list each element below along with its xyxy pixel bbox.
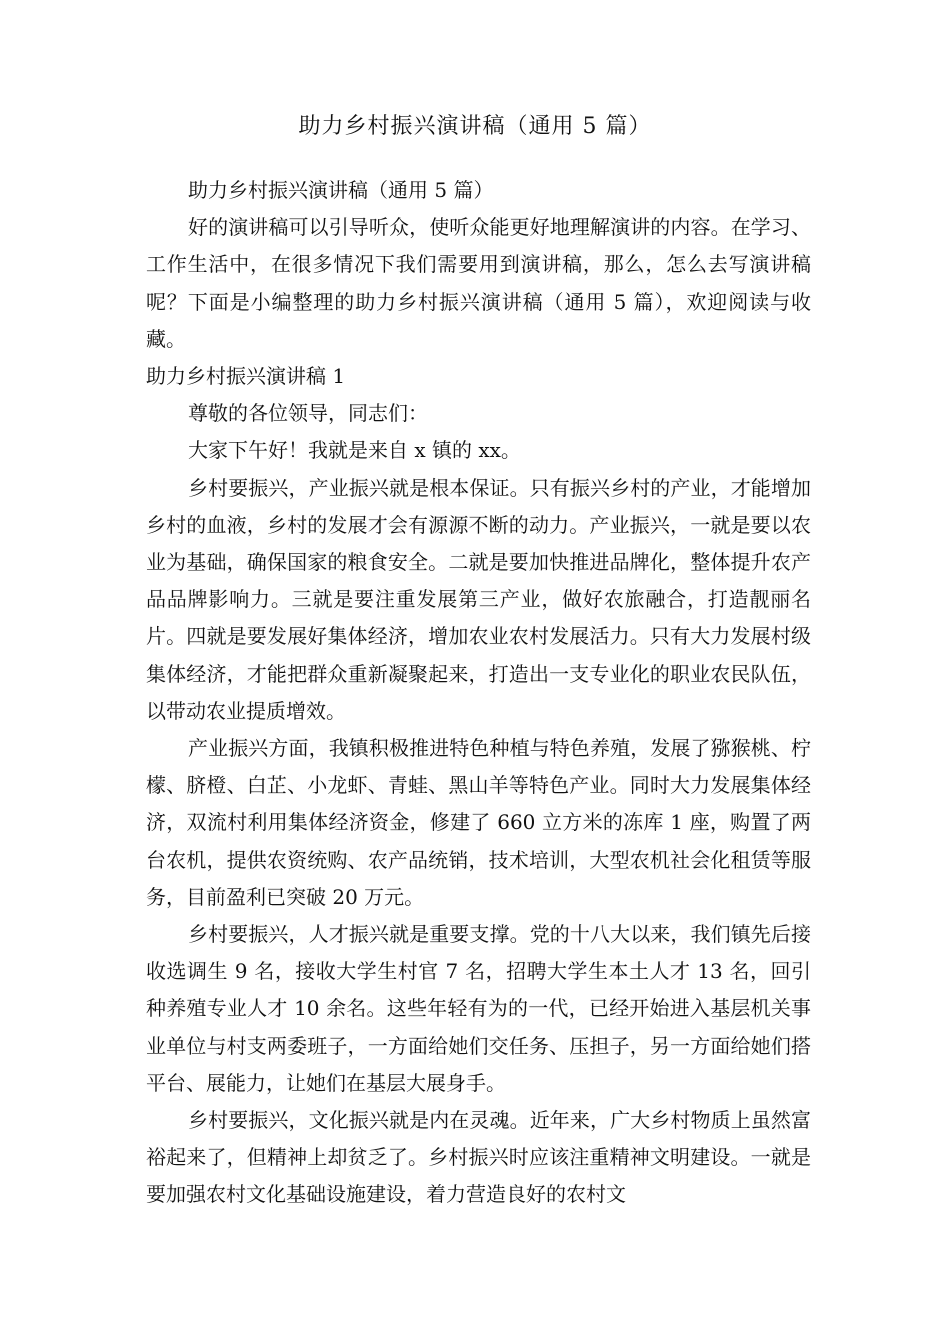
salutation-paragraph: 尊敬的各位领导，同志们： (188, 401, 428, 426)
document-title: 助力乡村振兴演讲稿（通用 5 篇） (298, 114, 652, 139)
body-paragraph: 乡村要振兴，文化振兴就是内在灵魂。近年来，广大乡村物质上虽然富裕起来了，但精神上却贫乏了。乡村振兴时应该注重精神文明建设。一就是要加强农村文化基础设施建设，着力营造良好的农村文 (146, 1108, 811, 1207)
subtitle-paragraph: 助力乡村振兴演讲稿（通用 5 篇） (188, 178, 494, 202)
body-paragraph: 乡村要振兴，人才振兴就是重要支撑。党的十八大以来，我们镇先后接收选调生 9 名，接收大学生村官 7 名，招聘大学生本土人才 13 名，回引种养殖专业人才 10 余名。这些年轻有为的一代，已经开始进入基层机关事业单位与村支两委班子，一方面给她们交任务、压担子，另一方面给她们搭平台、展能力，让她们在基层大展身手。 (146, 922, 811, 1095)
section-heading: 助力乡村振兴演讲稿 1 (146, 364, 346, 389)
body-paragraph: 产业振兴方面，我镇积极推进特色种植与特色养殖，发展了猕猴桃、柠檬、脐橙、白芷、小龙虾、青蛙、黑山羊等特色产业。同时大力发展集体经济，双流村利用集体经济资金，修建了 660 立方米的冻库 1 座，购置了两台农机，提供农资统购、农产品统销，技术培训，大型农机社会化租赁等服务，目前盈利已突破 20 万元。 (146, 736, 811, 909)
intro-paragraph: 好的演讲稿可以引导听众，使听众能更好地理解演讲的内容。在学习、工作生活中，在很多情况下我们需要用到演讲稿，那么，怎么去写演讲稿呢？下面是小编整理的助力乡村振兴演讲稿（通用 5 篇），欢迎阅读与收藏。 (146, 215, 811, 351)
body-paragraph: 乡村要振兴，产业振兴就是根本保证。只有振兴乡村的产业，才能增加乡村的血液，乡村的发展才会有源源不断的动力。产业振兴，一就是要以农业为基础，确保国家的粮食安全。二就是要加快推进品牌化，整体提升农产品品牌影响力。三就是要注重发展第三产业，做好农旅融合，打造靓丽名片。四就是要发展好集体经济，增加农业农村发展活力。只有大力发展村级集体经济，才能把群众重新凝聚起来，打造出一支专业化的职业农民队伍，以带动农业提质增效。 (146, 475, 811, 723)
greeting-paragraph: 大家下午好！我就是来自 x 镇的 xx。 (188, 438, 521, 463)
document-body (146, 172, 811, 1214)
